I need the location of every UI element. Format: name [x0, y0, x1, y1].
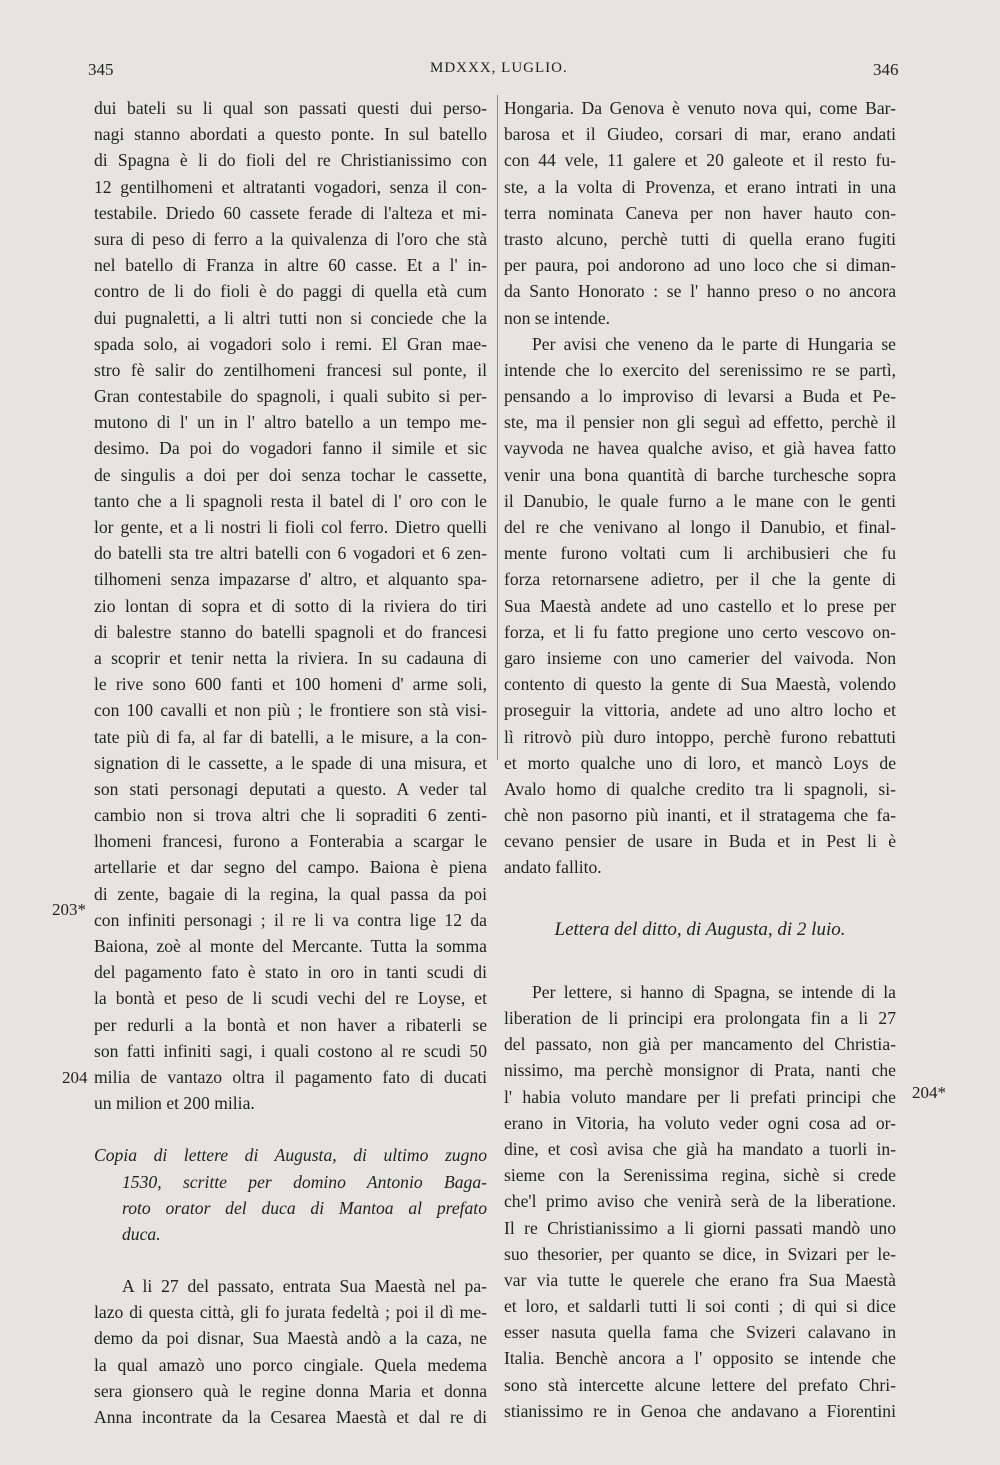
text-line: milia de vantazo oltra il pagamento fato di ducati: [94, 1066, 487, 1087]
text-line: Per avisi che veneno da le parte di Hungaria se: [532, 333, 896, 354]
running-title: MDXXX, LUGLIO.: [430, 60, 568, 76]
text-line: A li 27 del passato, entrata Sua Maestà nel pa-: [122, 1276, 487, 1297]
spacer: [504, 881, 896, 917]
text-line: Anna incontrate da la Cesarea Maestà et dal re di: [94, 1407, 487, 1427]
page-header: [0, 60, 1000, 90]
column-divider: [497, 95, 498, 760]
text-line: Il re Christianissimo a li giorni passati mandò uno: [504, 1217, 896, 1238]
text-line: et morto qualche uno di loro, et mancò Loys de: [504, 752, 896, 773]
text-line: zio lontan di sopra et di sotto di la riviera do tiri: [94, 595, 487, 616]
text-line: con 44 vele, 11 galere et 20 galeote et il resto fu-: [504, 150, 896, 171]
spacer: [94, 1247, 487, 1273]
text-line: con infiniti personagi ; il re li va contra lige 12 da: [94, 909, 487, 930]
text-line: del re che venivano al longo il Danubio, et final-: [504, 517, 896, 537]
text-line: sieme con la Serenissima regina, sichè si crede: [504, 1165, 896, 1186]
text-line: intende che lo exercito del serenissimo re se partì,: [504, 359, 896, 380]
text-line: di Spagna è li do fioli del re Christianissimo con: [94, 150, 487, 171]
text-line: nissimo, ma perchè monsignor di Prata, nanti che: [504, 1060, 896, 1081]
text-line: mutono di l' un in l' altro batello a un tempo me-: [94, 412, 487, 433]
text-line: contento di questo la gente di Sua Maestà, volendo: [504, 674, 896, 695]
text-line: Hongaria. Da Genova è venuto nova qui, come Bar-: [504, 98, 896, 118]
text-line: duca.: [122, 1223, 161, 1244]
text-line: un milion et 200 milia.: [94, 1093, 255, 1114]
margin-note-203: 203*: [52, 900, 86, 919]
text-line: non se intende.: [504, 307, 611, 328]
text-line: sera gionsero quà le regine donna Maria et donna: [94, 1380, 487, 1401]
text-line: esser nasuta quella fama che Svizeri calavano in: [504, 1322, 896, 1343]
text-line: stro fè salir do zentilhomeni francesi sul ponte, il: [94, 359, 487, 380]
text-line: Gran contestabile do spagnoli, i quali subito si per-: [94, 386, 487, 407]
text-line: del pagamento fato è stato in oro in tanti scudi di: [94, 962, 487, 983]
text-line: di zente, bagaie di la regina, la qual passa da poi: [94, 883, 487, 904]
text-line: dui pugnaletti, a li altri tutti non si conciede che la: [94, 307, 487, 328]
page-number-right: 346: [873, 60, 899, 79]
text-line: roto orator del duca di Mantoa al prefato: [122, 1197, 487, 1218]
right-column-text-2: [504, 979, 896, 1424]
text-line: proseguir la vittoria, andete ad uno altro locho et: [504, 700, 896, 721]
text-line: lì ritrovò più duro intoppo, perchè furono rebattuti: [504, 726, 896, 747]
text-line: garo insieme con uno camerier del vaivoda. Non: [504, 647, 896, 668]
text-line: l' habia voluto mandare per li prefati principi che: [504, 1086, 896, 1107]
text-line: chè non pasorno più inanti, et il stratagema che fa-: [504, 805, 896, 826]
text-line: dui bateli su li qual son passati questi dui perso-: [94, 98, 487, 118]
text-line: barosa et il Giudeo, corsari di mar, erano andati: [504, 124, 896, 145]
text-line: erano in Vitoria, ha voluto veder ogni cosa ad or-: [504, 1112, 896, 1133]
text-line: contro de li do fioli è do paggi di quella età cum: [94, 281, 487, 302]
text-line: lhomeni francesi, furono a Fonterabia a scargar le: [94, 831, 487, 852]
text-line: nagi stanno abordati a questo ponte. In sul batello: [94, 124, 487, 145]
text-line: le rive sono 600 fanti et 100 homeni d' arme soli,: [94, 674, 487, 695]
text-line: forza retornarsene adietro, per il che la gente di: [504, 569, 896, 590]
text-line: andato fallito.: [504, 857, 602, 878]
right-column-text: [504, 95, 896, 881]
spacer: [504, 943, 896, 979]
text-line: sono stà intercette alcune lettere del prefato Chri-: [504, 1374, 896, 1395]
text-line: il Danubio, le quale furno a le mane con le genti: [504, 490, 896, 511]
text-line: do batelli sta tre altri batelli con 6 vogadori et 6 zen-: [94, 543, 487, 564]
text-line: sura di peso di ferro a la quivalenza di l'oro che stà: [94, 228, 487, 249]
text-line: terra nominata Caneva per non haver hauto con-: [504, 202, 896, 223]
left-column-text-2: [94, 1273, 487, 1430]
text-line: spada solo, ai vogadori solo i remi. El Gran mae-: [94, 333, 487, 354]
text-line: testabile. Driedo 60 cassete ferade di l'alteza et mi-: [94, 202, 487, 223]
text-line: Italia. Benchè ancora a l' opposito se intende che: [504, 1348, 896, 1369]
text-line: pensando a lo improviso di levarsi a Buda et Pe-: [504, 386, 896, 407]
text-line: con 100 cavalli et non più ; le frontiere son stà visi-: [94, 700, 487, 721]
text-line: Baiona, zoè al monte del Mercante. Tutta la somma: [94, 936, 487, 956]
text-line: dine, et così avisa che già ha mandato a tuorli in-: [504, 1138, 896, 1159]
text-line: tanto che a li spagnoli resta il batel di l' oro con le: [94, 490, 487, 511]
text-line: suo thesorier, per quanto se dice, in Svizari per le-: [504, 1243, 896, 1264]
text-line: forza, et li fu fatto pregione uno certo vescovo on-: [504, 621, 896, 642]
spacer: [94, 1116, 487, 1142]
text-line: cambio non si trova altri che li sopraditi 6 zenti-: [94, 805, 487, 826]
text-line: 12 gentilhomeni et altratanti vogadori, senza il con-: [94, 176, 487, 197]
text-line: lor gente, et a li nostri li fioli col ferro. Dietro quelli: [94, 517, 487, 537]
text-line: vayvoda ne havea qualche aviso, et già havea fatto: [504, 438, 896, 459]
left-column: [94, 95, 487, 1430]
text-line: Avalo homo di qualche credito tra li spagnoli, si-: [504, 778, 896, 799]
left-column-text: [94, 95, 487, 1116]
text-line: 1530, scritte per domino Antonio Baga-: [122, 1171, 487, 1192]
text-line: signation di le cassette, a le spade di una misura, et: [94, 752, 487, 773]
text-line: de singulis a doi per doi senza tochar le cassette,: [94, 464, 487, 485]
text-line: Per lettere, si hanno di Spagna, se intende di la: [532, 981, 896, 1002]
text-line: trasto alcuno, perchè tutti di quella erano fugiti: [504, 228, 896, 249]
text-line: desimo. Da poi do vogadori fanno il simile et sic: [94, 438, 487, 459]
text-line: nel batello di Franza in altre 60 casse. Et a l' in-: [94, 255, 487, 276]
text-line: mente furono voltati cum li archibusieri che fu: [504, 543, 896, 564]
text-line: la qual amazò uno porco cingiale. Quela medema: [94, 1354, 487, 1375]
text-line: da Santo Honorato : se l' hanno preso o no ancora: [504, 281, 896, 302]
text-line: per redurli a la bontà et non haver a ribaterli se: [94, 1014, 487, 1035]
text-line: ste, a la volta di Provenza, et erano intrati in una: [504, 176, 896, 197]
text-line: tate più di fa, al far di batelli, a le misure, a la con-: [94, 726, 487, 747]
text-line: venir una bona quantità di barche turchesche sopra: [504, 464, 896, 485]
text-line: demo da poi disnar, Sua Maestà andò a la caza, ne: [94, 1328, 487, 1349]
text-line: del passato, non già per mancamento del Christia-: [504, 1034, 896, 1055]
text-line: son stati personagi deputati a questo. A veder tal: [94, 778, 487, 799]
text-line: et loro, et saldarli tutti li soi conti ; di qui si dice: [504, 1296, 896, 1317]
margin-note-204: 204: [62, 1068, 88, 1087]
text-line: cevano pensier de usare in Buda et in Pest li è: [504, 831, 896, 852]
text-line: liberation de li principi era prolongata fin a li 27: [504, 1008, 896, 1028]
text-line: ste, ma il pensier non gli seguì ad effetto, perchè il: [504, 412, 896, 433]
text-line: a scoprir et tenir netta la riviera. In su cadauna di: [94, 647, 487, 668]
text-line: artellarie et dar segno del campo. Baiona è piena: [94, 857, 487, 878]
page-number-left: 345: [88, 60, 114, 79]
text-line: di balestre stanno do batelli spagnoli et do francesi: [94, 621, 487, 642]
left-heading: [94, 1142, 487, 1247]
text-line: la bontà et peso de li scudi vechi del re Loyse, et: [94, 988, 487, 1009]
text-line: che'l primo aviso che venirà serà de la liberatione.: [504, 1191, 896, 1212]
text-line: lazo di questa città, gli fo jurata fedeltà ; poi il dì me-: [94, 1302, 487, 1323]
text-line: per paura, poi andorono ad uno loco che si diman-: [504, 255, 896, 276]
right-column: [504, 95, 896, 1424]
text-line: stianissimo re in Genoa che andavano a Fiorentini: [504, 1400, 896, 1421]
text-line: son fatti infiniti sagi, i quali costono al re scudi 50: [94, 1040, 487, 1061]
right-heading: Lettera del ditto, di Augusta, di 2 luio.: [554, 918, 846, 940]
text-line: Copia di lettere di Augusta, di ultimo zugno: [94, 1145, 487, 1166]
text-line: Sua Maestà andete ad uno castello et lo prese per: [504, 595, 896, 616]
margin-note-204-right: 204*: [912, 1083, 946, 1102]
text-line: var via tutte le querele che erano fra Sua Maestà: [504, 1269, 896, 1290]
text-line: tilhomeni senza impazarse d' altro, et alquanto spa-: [94, 569, 487, 590]
